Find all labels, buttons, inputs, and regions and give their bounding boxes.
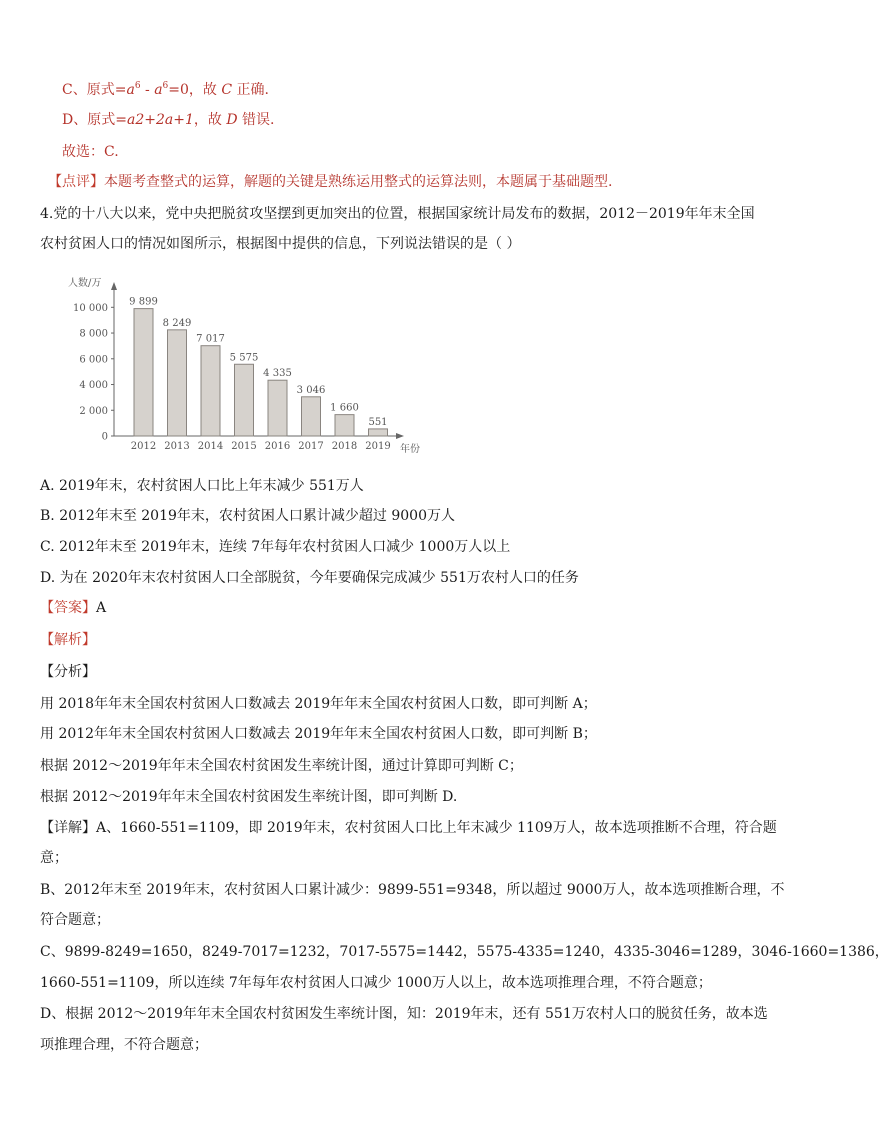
bar-2016 <box>268 380 287 436</box>
y-tick-label: 6 000 <box>79 354 108 366</box>
x-tick-label: 2016 <box>264 441 291 452</box>
text-segment: ，故 <box>193 112 227 128</box>
y-axis-arrow-icon <box>111 282 117 290</box>
x-tick-label: 2017 <box>298 441 324 452</box>
comment-line <box>48 172 612 192</box>
data-label: 5 575 <box>229 352 259 364</box>
text-segment: 错误. <box>237 112 275 128</box>
prev-answer-line: 故选：C. <box>62 144 119 160</box>
data-label: 9 899 <box>129 296 158 308</box>
y-tick-label: 0 <box>101 431 108 443</box>
text-segment: D、原式= <box>62 112 127 128</box>
option-d: D. 为在 2020年末农村贫困人口全部脱贫，今年要确保完成减少 551万农村人口的任务 <box>40 570 579 586</box>
x-tick-label: 2014 <box>197 441 224 452</box>
detail-a-line-2: 意； <box>40 850 68 866</box>
text-segment: 正确. <box>232 82 269 98</box>
bar-2015 <box>235 364 254 436</box>
bar-2014 <box>201 346 220 436</box>
detail-text: A、1660-551=1109，即 2019年末，农村贫困人口比上年末减少 1109万人，故本选项推断不合理，符合题 <box>96 820 777 836</box>
data-label: 551 <box>368 416 388 428</box>
x-tick-label: 2013 <box>164 441 190 452</box>
math-expression: a2+2a+1 <box>126 112 194 128</box>
x-tick-label: 2018 <box>331 441 358 452</box>
text-segment: =0，故 <box>168 82 222 98</box>
fenxi-heading: 【分析】 <box>40 664 96 680</box>
detail-b-line-1: B、2012年末至 2019年末，农村贫困人口累计减少：9899-551=9348，所以超过 9000万人，故本选项推断合理，不 <box>40 882 785 898</box>
analysis-line-2: 用 2012年年末全国农村贫困人口数减去 2019年年末全国农村贫困人口数，即可判断 B； <box>40 726 597 742</box>
question-line-1: 4.党的十八大以来，党中央把脱贫攻坚摆到更加突出的位置，根据国家统计局发布的数据，2012－2019年年末全国 <box>40 206 755 222</box>
x-tick-label: 2015 <box>231 441 257 452</box>
text-segment: D <box>226 112 238 128</box>
analysis-line-3: 根据 2012～2019年年末全国农村贫困发生率统计图，通过计算即可判断 C； <box>40 758 523 774</box>
text-segment: - <box>140 82 155 98</box>
analysis-line-1: 用 2018年年末全国农村贫困人口数减去 2019年年末全国农村贫困人口数，即可判断 A； <box>40 696 597 712</box>
y-tick-label: 8 000 <box>79 328 108 340</box>
math-var: a <box>154 82 163 98</box>
data-label: 7 017 <box>196 333 225 345</box>
option-a: A. 2019年末，农村贫困人口比上年末减少 551万人 <box>40 478 364 494</box>
option-b: B. 2012年末至 2019年末，农村贫困人口累计减少超过 9000万人 <box>40 508 455 524</box>
answer-tag: 【答案】 <box>40 600 96 616</box>
detail-c-line-1: C、9899-8249=1650，8249-7017=1232，7017-5575=1442，5575-4335=1240，4335-3046=1289，3046-1660=1386， <box>40 944 889 960</box>
data-label: 1 660 <box>330 402 359 414</box>
prev-option-c-line <box>62 80 269 100</box>
comment-text: 本题考查整式的运算，解题的关键是熟练运用整式的运算法则，本题属于基础题型. <box>104 174 613 190</box>
x-axis-label: 年份 <box>400 444 420 455</box>
y-axis-label: 人数/万 <box>68 278 102 289</box>
bar-2018 <box>335 415 354 436</box>
detail-tag: 【详解】 <box>40 820 96 836</box>
detail-d-line-1: D、根据 2012～2019年年末全国农村贫困发生率统计图，知：2019年末，还有 551万农村人口的脱贫任务，故本选 <box>40 1006 768 1022</box>
detail-d-line-2: 项推理合理，不符合题意； <box>40 1037 208 1053</box>
bar-2019 <box>369 429 388 436</box>
data-label: 4 335 <box>263 368 292 380</box>
x-tick-label: 2019 <box>365 441 391 452</box>
text-segment: C <box>221 82 233 98</box>
bar-2013 <box>168 330 187 436</box>
math-exponent: 6 <box>134 81 141 91</box>
answer-value: A <box>96 600 107 616</box>
option-c: C. 2012年末至 2019年末，连续 7年每年农村贫困人口减少 1000万人以上 <box>40 539 511 555</box>
comment-tag: 【点评】 <box>48 174 104 190</box>
text-segment: C、原式= <box>62 82 127 98</box>
detail-b-line-2: 符合题意； <box>40 912 110 928</box>
question-line-2: 农村贫困人口的情况如图所示，根据图中提供的信息，下列说法错误的是（ ） <box>40 236 521 252</box>
analysis-line-4: 根据 2012～2019年年末全国农村贫困发生率统计图，即可判断 D. <box>40 789 458 805</box>
y-tick-label: 4 000 <box>79 380 108 392</box>
bar-2017 <box>302 397 321 436</box>
y-tick-label: 10 000 <box>73 302 108 314</box>
data-label: 3 046 <box>296 384 326 396</box>
x-tick-label: 2012 <box>130 441 157 452</box>
x-axis-arrow-icon <box>396 433 404 439</box>
detail-c-line-2: 1660-551=1109，所以连续 7年每年农村贫困人口减少 1000万人以上，故本选项推理合理，不符合题意； <box>40 975 712 991</box>
prev-option-d-line <box>62 110 274 130</box>
jiexi-heading: 【解析】 <box>40 632 96 648</box>
bar-2012 <box>134 309 153 436</box>
data-label: 8 249 <box>162 317 192 329</box>
detail-a-line-1 <box>40 818 777 838</box>
poverty-population-bar-chart <box>62 266 422 461</box>
y-tick-label: 2 000 <box>79 405 108 417</box>
math-var: a <box>126 82 135 98</box>
answer-line <box>40 598 106 618</box>
math-exponent: 6 <box>162 81 169 91</box>
